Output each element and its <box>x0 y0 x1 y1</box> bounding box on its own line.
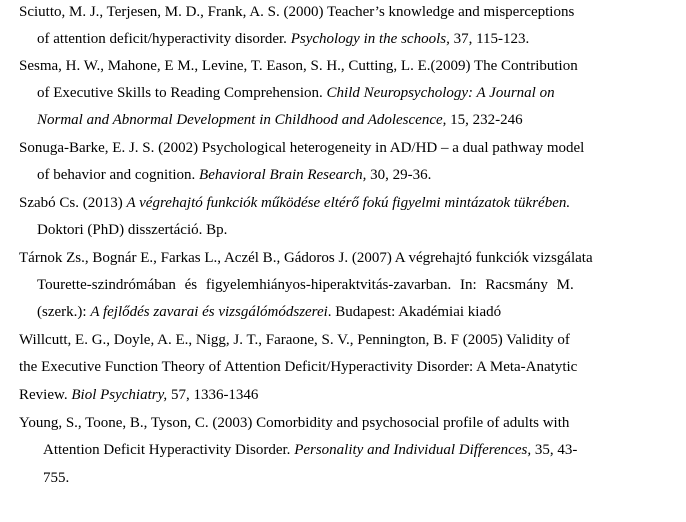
reference-willcutt-line-3 <box>19 386 258 404</box>
reference-willcutt-line-2 <box>19 358 577 376</box>
reference-sciutto-line-2 <box>37 30 529 48</box>
journal-title: Personality and Individual Differences, <box>294 442 532 458</box>
reference-text: 37, 115-123. <box>449 31 530 47</box>
reference-young-line-3 <box>43 469 69 487</box>
reference-text: Willcutt, E. G., Doyle, A. E., Nigg, J. T., Faraone, S. V., Pennington, B. F (2005) Validity of <box>19 332 570 348</box>
journal-title: Behavioral Brain Research, <box>199 167 367 183</box>
reference-tarnok-line-1 <box>19 249 593 267</box>
reference-text: (szerk.): <box>37 304 91 320</box>
reference-text: . Budapest: Akadémiai kiadó <box>327 304 502 320</box>
reference-szabo-line-1 <box>19 194 570 212</box>
reference-text: 35, 43- <box>531 442 578 458</box>
journal-title: Child Neuropsychology: A Journal on <box>326 85 555 101</box>
reference-text: 57, 1336-1346 <box>167 387 259 403</box>
reference-text: Sesma, H. W., Mahone, E M., Levine, T. Eason, S. H., Cutting, L. E.(2009) The Contribution <box>19 58 578 74</box>
reference-text: 755. <box>43 470 70 486</box>
reference-willcutt-line-1 <box>19 331 570 349</box>
journal-title: Psychology in the schools, <box>290 31 450 47</box>
reference-text: Review. <box>19 387 72 403</box>
reference-sonuga-barke-line-1 <box>19 139 584 157</box>
reference-sesma-line-3 <box>37 111 523 129</box>
reference-szabo-line-2 <box>37 221 227 239</box>
reference-text: , 15, 232-246 <box>442 112 523 128</box>
reference-text: Doktori (PhD) disszertáció. Bp. <box>37 222 228 238</box>
reference-text: Attention Deficit Hyperactivity Disorder. <box>43 442 295 458</box>
reference-sesma-line-1 <box>19 57 578 75</box>
reference-text: the Executive Function Theory of Attention Deficit/Hyperactivity Disorder: A Meta-Anatytic <box>19 359 578 375</box>
reference-text: Young, S., Toone, B., Tyson, C. (2003) Comorbidity and psychosocial profile of adults with <box>19 415 570 431</box>
reference-tarnok-line-2 <box>37 276 574 294</box>
reference-text: Tárnok Zs., Bognár E., Farkas L., Aczél B., Gádoros J. (2007) A végrehajtó funkciók vizsgálata <box>19 250 593 266</box>
book-title: A fejlődés zavarai és vizsgálómódszerei <box>90 304 328 320</box>
reference-sonuga-barke-line-2 <box>37 166 431 184</box>
reference-text: Sonuga-Barke, E. J. S. (2002) Psychological heterogeneity in AD/HD – a dual pathway model <box>19 140 585 156</box>
reference-text: of behavior and cognition. <box>37 167 200 183</box>
reference-young-line-1 <box>19 414 569 432</box>
thesis-title: A végrehajtó funkciók működése eltérő fokú figyelmi mintázatok tükrében. <box>126 195 571 211</box>
reference-sciutto-line-1 <box>19 3 574 21</box>
reference-sesma-line-2 <box>37 84 555 102</box>
reference-young-line-2 <box>43 441 577 459</box>
reference-text: of Executive Skills to Reading Comprehension. <box>37 85 327 101</box>
reference-text: of attention deficit/hyperactivity disorder. <box>37 31 291 47</box>
journal-title: Biol Psychiatry, <box>71 387 168 403</box>
reference-text: Szabó Cs. (2013) <box>19 195 127 211</box>
reference-tarnok-line-3 <box>37 303 501 321</box>
reference-text: Sciutto, M. J., Terjesen, M. D., Frank, A. S. (2000) Teacher’s knowledge and misperceptions <box>19 4 575 20</box>
reference-text: Tourette-szindrómában és figyelemhiányos-hiperaktvitás-zavarban. In: Racsmány M. <box>37 277 574 293</box>
journal-title: Normal and Abnormal Development in Childhood and Adolescence <box>37 112 443 128</box>
reference-text: 30, 29-36. <box>366 167 432 183</box>
